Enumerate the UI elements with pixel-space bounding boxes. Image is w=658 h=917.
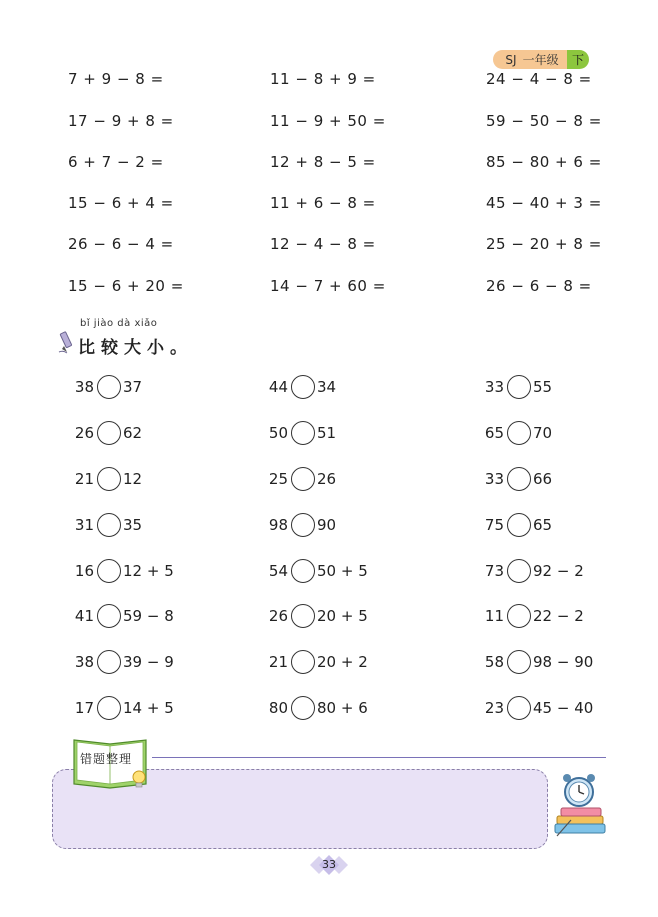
comparison-right: 12 + 5	[123, 562, 174, 580]
comparison-right: 50 + 5	[317, 562, 368, 580]
comparison-item	[72, 558, 174, 584]
equation: 14 − 7 + 60 =	[270, 277, 386, 295]
comparison-right: 39 − 9	[123, 653, 174, 671]
comparison-item	[266, 558, 368, 584]
comparison-left: 21	[268, 653, 288, 671]
answer-circle[interactable]	[97, 375, 121, 399]
comparison-right: 92 − 2	[533, 562, 584, 580]
comparison-left: 58	[484, 653, 504, 671]
comparison-item	[266, 649, 368, 675]
comparison-item	[482, 558, 584, 584]
comparison-item	[72, 420, 142, 446]
pencil-icon	[58, 330, 76, 354]
comparison-left: 26	[268, 607, 288, 625]
comparison-right: 59 − 8	[123, 607, 174, 625]
equation: 15 − 6 + 20 =	[68, 277, 184, 295]
comparison-right: 66	[533, 470, 553, 488]
comparison-left: 33	[484, 378, 504, 396]
comparison-item	[72, 695, 174, 721]
clock-books-illustration	[553, 770, 609, 840]
equation: 12 − 4 − 8 =	[270, 235, 376, 253]
comparison-right: 26	[317, 470, 337, 488]
comparison-left: 65	[484, 424, 504, 442]
comparison-left: 16	[74, 562, 94, 580]
comparison-item	[266, 374, 336, 400]
section-pinyin: bǐ jiào dà xiǎo	[80, 318, 158, 329]
section-divider	[152, 757, 606, 758]
answer-circle[interactable]	[291, 375, 315, 399]
equation: 26 − 6 − 4 =	[68, 235, 174, 253]
comparison-left: 25	[268, 470, 288, 488]
comparison-item	[482, 695, 593, 721]
comparison-right: 20 + 5	[317, 607, 368, 625]
comparison-right: 37	[123, 378, 143, 396]
comparison-left: 17	[74, 699, 94, 717]
comparison-item	[266, 695, 368, 721]
comparison-right: 80 + 6	[317, 699, 368, 717]
equation: 6 + 7 − 2 =	[68, 153, 164, 171]
error-section-label-book	[70, 736, 150, 790]
comparison-right: 65	[533, 516, 553, 534]
comparison-left: 80	[268, 699, 288, 717]
answer-circle[interactable]	[291, 696, 315, 720]
equation: 24 − 4 − 8 =	[486, 70, 592, 88]
answer-circle[interactable]	[507, 421, 531, 445]
comparison-right: 14 + 5	[123, 699, 174, 717]
comparison-left: 54	[268, 562, 288, 580]
comparison-item	[72, 512, 142, 538]
comparison-left: 98	[268, 516, 288, 534]
comparison-right: 12	[123, 470, 143, 488]
answer-circle[interactable]	[291, 421, 315, 445]
comparison-item	[266, 512, 336, 538]
section-heading	[58, 318, 258, 362]
page-number	[306, 852, 352, 878]
comparison-left: 75	[484, 516, 504, 534]
series-label: SJ	[505, 52, 517, 67]
comparison-right: 55	[533, 378, 553, 396]
comparison-right: 98 − 90	[533, 653, 594, 671]
volume-label: 下	[567, 50, 589, 69]
answer-circle[interactable]	[507, 559, 531, 583]
grade-badge	[493, 50, 589, 69]
comparison-right: 20 + 2	[317, 653, 368, 671]
comparison-left: 21	[74, 470, 94, 488]
comparison-left: 44	[268, 378, 288, 396]
answer-circle[interactable]	[291, 650, 315, 674]
comparison-item	[482, 512, 552, 538]
equation: 11 + 6 − 8 =	[270, 194, 376, 212]
equation: 45 − 40 + 3 =	[486, 194, 602, 212]
answer-circle[interactable]	[507, 650, 531, 674]
answer-circle[interactable]	[507, 513, 531, 537]
comparison-left: 11	[484, 607, 504, 625]
equation: 11 − 8 + 9 =	[270, 70, 376, 88]
comparison-right: 62	[123, 424, 143, 442]
equation: 59 − 50 − 8 =	[486, 112, 602, 130]
comparison-left: 33	[484, 470, 504, 488]
comparison-left: 50	[268, 424, 288, 442]
comparison-item	[72, 603, 174, 629]
comparison-right: 70	[533, 424, 553, 442]
answer-circle[interactable]	[97, 696, 121, 720]
comparison-right: 90	[317, 516, 337, 534]
comparison-left: 38	[74, 378, 94, 396]
comparison-item	[72, 649, 174, 675]
answer-circle[interactable]	[507, 467, 531, 491]
page-number-text: 33	[322, 858, 336, 871]
answer-circle[interactable]	[97, 604, 121, 628]
grade-label: 一年级	[522, 53, 559, 67]
comparison-item	[482, 420, 552, 446]
answer-circle[interactable]	[97, 513, 121, 537]
answer-circle[interactable]	[97, 650, 121, 674]
comparison-left: 23	[484, 699, 504, 717]
comparison-right: 35	[123, 516, 143, 534]
section-title: 比较大小。	[78, 338, 193, 358]
comparison-right: 51	[317, 424, 337, 442]
answer-circle[interactable]	[97, 421, 121, 445]
comparison-item	[266, 603, 368, 629]
answer-circle[interactable]	[291, 467, 315, 491]
answer-circle[interactable]	[291, 513, 315, 537]
equation: 25 − 20 + 8 =	[486, 235, 602, 253]
answer-circle[interactable]	[97, 467, 121, 491]
comparison-item	[72, 374, 142, 400]
comparison-right: 34	[317, 378, 337, 396]
equation: 26 − 6 − 8 =	[486, 277, 592, 295]
comparison-item	[482, 374, 552, 400]
error-section-label: 错题整理	[80, 752, 133, 766]
answer-circle[interactable]	[97, 559, 121, 583]
comparison-item	[72, 466, 142, 492]
lightbulb-icon	[131, 769, 147, 791]
comparison-item	[482, 466, 552, 492]
answer-circle[interactable]	[507, 375, 531, 399]
comparison-left: 41	[74, 607, 94, 625]
comparison-item	[266, 420, 336, 446]
equation: 11 − 9 + 50 =	[270, 112, 386, 130]
comparison-item	[482, 649, 593, 675]
equation: 17 − 9 + 8 =	[68, 112, 174, 130]
comparison-left: 73	[484, 562, 504, 580]
comparison-left: 38	[74, 653, 94, 671]
answer-circle[interactable]	[291, 604, 315, 628]
equation: 85 − 80 + 6 =	[486, 153, 602, 171]
equation: 15 − 6 + 4 =	[68, 194, 174, 212]
answer-circle[interactable]	[291, 559, 315, 583]
comparison-left: 26	[74, 424, 94, 442]
equation: 12 + 8 − 5 =	[270, 153, 376, 171]
comparison-right: 45 − 40	[533, 699, 594, 717]
answer-circle[interactable]	[507, 604, 531, 628]
comparison-right: 22 − 2	[533, 607, 584, 625]
comparison-item	[266, 466, 336, 492]
comparison-left: 31	[74, 516, 94, 534]
comparison-item	[482, 603, 584, 629]
answer-circle[interactable]	[507, 696, 531, 720]
equation: 7 + 9 − 8 =	[68, 70, 164, 88]
